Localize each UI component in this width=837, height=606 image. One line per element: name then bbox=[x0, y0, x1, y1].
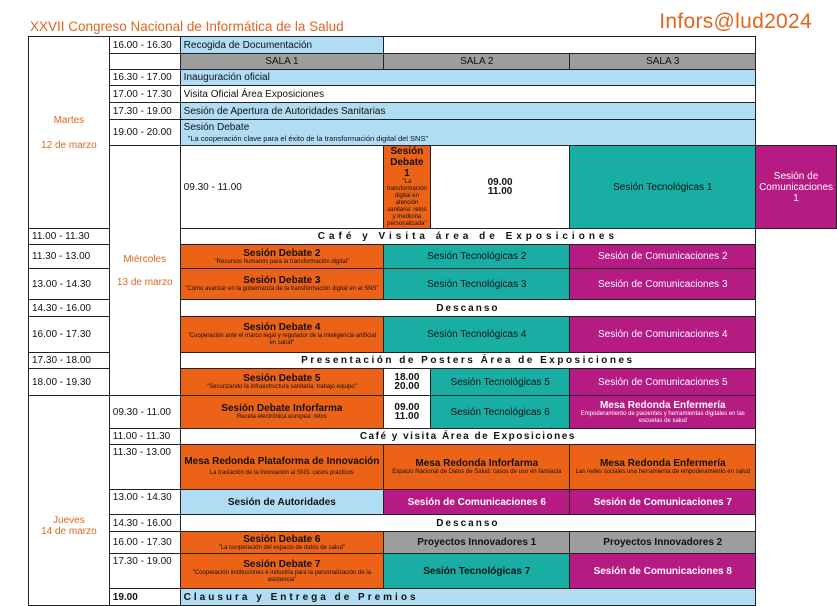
session-subtitle: "Cooperación instituciones e industria para la personalización de la asistencia" bbox=[192, 569, 371, 583]
empty-cell bbox=[384, 37, 756, 54]
session-title: Sesión Debate 6 bbox=[243, 533, 321, 545]
session-subtitle: Espacio Nacional de Datos de Salud: casos de uso en farmacia bbox=[392, 469, 562, 475]
sala-header: SALA 3 bbox=[570, 54, 756, 70]
session-cell: Sesión Tecnológicas 7 bbox=[384, 554, 570, 589]
break-cell: Café y visita Área de Exposiciones bbox=[180, 429, 755, 445]
brand-logo: Infors@lud2024 bbox=[659, 10, 812, 33]
session-cell: Sesión de Comunicaciones 4 bbox=[570, 317, 756, 353]
alt-time-start: 18.00 bbox=[394, 372, 420, 383]
session-cell: Sesión de Comunicaciones 3 bbox=[570, 269, 756, 300]
session-subtitle: Receta electrónica europea: retos bbox=[236, 414, 327, 420]
session-title: Mesa Redonda Enfermería bbox=[599, 399, 726, 411]
session-title: Sesión Debate 2 bbox=[243, 247, 321, 259]
session-title: Mesa Redonda Enfermería bbox=[599, 458, 726, 469]
table-row bbox=[29, 120, 837, 146]
time-slot: 11.00 - 11.30 bbox=[109, 429, 180, 445]
time-slot: 16.00 - 17.30 bbox=[109, 532, 180, 554]
session-cell bbox=[180, 120, 755, 146]
session-cell: Visita Oficial Área Exposiciones bbox=[180, 86, 755, 103]
alt-time-end: 20.00 bbox=[394, 381, 420, 392]
day-date: 12 de marzo bbox=[41, 139, 97, 151]
time-slot: 11.00 - 11.30 bbox=[29, 229, 110, 245]
session-cell: Sesión Tecnológicas 6 bbox=[430, 396, 570, 429]
time-slot: 17.30 - 19.00 bbox=[109, 103, 180, 120]
time-slot: 14.30 - 16.00 bbox=[109, 515, 180, 532]
schedule-table bbox=[28, 36, 837, 606]
sala-header: SALA 2 bbox=[384, 54, 570, 70]
session-subtitle: "La transformación digital en atención sanitaria: retos y medicina personalizada" bbox=[387, 179, 427, 227]
time-slot: 09.30 - 11.00 bbox=[180, 146, 383, 229]
session-subtitle: "Cooperación ante el marco legal y regulador de la inteligencia artificial en salud" bbox=[187, 333, 377, 346]
session-cell bbox=[180, 369, 383, 396]
session-cell: Proyectos Innovadores 2 bbox=[570, 532, 756, 554]
session-subtitle: "La cooperación clave para el éxito de la transformación digital del SNS" bbox=[187, 133, 429, 143]
session-title: Sesión Debate bbox=[183, 121, 250, 133]
day-name: Martes bbox=[53, 114, 85, 126]
session-cell: Sesión de Comunicaciones 8 bbox=[570, 554, 756, 589]
table-row bbox=[29, 103, 837, 120]
session-cell bbox=[180, 445, 383, 490]
session-cell: Sesión de Comunicaciones 7 bbox=[570, 490, 756, 515]
session-title: Sesión Debate 4 bbox=[243, 322, 321, 333]
table-row bbox=[29, 445, 837, 490]
time-slot: 17.30 - 19.00 bbox=[109, 554, 180, 589]
session-subtitle: Las redes sociales una herramienta de empoderamiento en salud bbox=[575, 469, 750, 475]
session-cell bbox=[180, 269, 383, 300]
time-slot: 09.30 - 11.00 bbox=[109, 396, 180, 429]
session-cell bbox=[570, 445, 756, 490]
session-cell bbox=[384, 146, 431, 229]
session-cell bbox=[180, 245, 383, 269]
session-title: Sesión Debate 1 bbox=[390, 146, 424, 179]
table-row bbox=[29, 429, 837, 445]
session-title: Mesa Redonda Inforfarma bbox=[415, 458, 539, 469]
table-row bbox=[29, 70, 837, 86]
session-cell bbox=[384, 445, 570, 490]
session-title: Sesión Debate 3 bbox=[243, 275, 321, 286]
time-slot: 17.30 - 18.00 bbox=[29, 353, 110, 369]
table-row bbox=[29, 515, 837, 532]
time-slot: 16.00 - 16.30 bbox=[109, 37, 180, 54]
session-title: Sesión Debate Inforfarma bbox=[221, 403, 343, 414]
session-title: Mesa Redonda Plataforma de Innovación bbox=[184, 456, 380, 467]
session-subtitle: "La cooperación del espacio de datos de salud" bbox=[218, 544, 346, 551]
day-cell-miercoles bbox=[109, 146, 180, 396]
session-subtitle: "Cómo avanzar en la gobernanza de la transformación digital en el SNS" bbox=[185, 286, 379, 292]
session-cell bbox=[180, 396, 383, 429]
session-cell: Sesión Tecnológicas 2 bbox=[384, 245, 570, 269]
session-cell: Sesión Tecnológicas 5 bbox=[430, 369, 570, 396]
alt-time-end: 11.00 bbox=[394, 411, 420, 422]
session-cell: Sesión de Comunicaciones 5 bbox=[570, 369, 756, 396]
break-cell: Café y Visita área de Exposiciones bbox=[180, 229, 755, 245]
session-title: Sesión Debate 7 bbox=[243, 558, 321, 570]
session-cell: Sesión de Comunicaciones 1 bbox=[756, 146, 837, 229]
table-row bbox=[29, 554, 837, 589]
alt-time-cell bbox=[384, 396, 431, 429]
session-cell: Sesión de Autoridades bbox=[180, 490, 383, 515]
session-cell: Sesión de Apertura de Autoridades Sanitarias bbox=[180, 103, 755, 120]
day-date: 14 de marzo bbox=[41, 525, 97, 537]
session-cell: Sesión Tecnológicas 1 bbox=[570, 146, 756, 229]
table-row bbox=[29, 532, 837, 554]
time-slot: 19.00 bbox=[109, 589, 180, 606]
table-row bbox=[29, 146, 837, 229]
table-row bbox=[29, 54, 837, 70]
session-cell bbox=[180, 532, 383, 554]
table-row bbox=[29, 396, 837, 429]
alt-time-end: 11.00 bbox=[487, 186, 513, 197]
session-cell: Inauguración oficial bbox=[180, 70, 755, 86]
break-cell: Descanso bbox=[180, 300, 755, 317]
time-slot: 14.30 - 16.00 bbox=[29, 300, 110, 317]
alt-time-cell bbox=[430, 146, 570, 229]
day-name: Miércoles bbox=[123, 253, 167, 265]
session-subtitle: "Securizando la infraestructura sanitaria: trabajo equipo" bbox=[207, 384, 357, 390]
table-row bbox=[29, 86, 837, 103]
time-slot: 16.00 - 17.30 bbox=[29, 317, 110, 353]
session-cell: Sesión Tecnológicas 4 bbox=[384, 317, 570, 353]
time-slot: 13.00 - 14.30 bbox=[29, 269, 110, 300]
alt-time-cell bbox=[384, 369, 431, 396]
session-subtitle: "Recursos humanos para la transformación digital" bbox=[214, 258, 350, 265]
session-cell: Recogida de Documentación bbox=[180, 37, 383, 54]
table-row bbox=[29, 589, 837, 606]
session-cell: Sesión Tecnológicas 3 bbox=[384, 269, 570, 300]
session-title: Sesión Debate 5 bbox=[243, 373, 321, 384]
session-cell bbox=[180, 554, 383, 589]
sala-header: SALA 1 bbox=[180, 54, 383, 70]
day-cell-jueves bbox=[29, 396, 110, 606]
closing-cell: Clausura y Entrega de Premios bbox=[180, 589, 755, 606]
break-cell: Descanso bbox=[180, 515, 755, 532]
time-slot: 13.00 - 14.30 bbox=[109, 490, 180, 515]
day-name: Jueves bbox=[53, 514, 85, 526]
time-slot bbox=[109, 54, 180, 70]
session-subtitle: Empoderamiento de pacientes y herramientas digitales en las escuelas de salud bbox=[580, 410, 745, 424]
time-slot: 19.00 - 20.00 bbox=[109, 120, 180, 146]
table-row bbox=[29, 490, 837, 515]
day-cell-martes bbox=[29, 37, 110, 229]
session-cell bbox=[180, 317, 383, 353]
time-slot: 16.30 - 17.00 bbox=[109, 70, 180, 86]
time-slot: 11.30 - 13.00 bbox=[29, 245, 110, 269]
congress-title: XXVII Congreso Nacional de Informática de la Salud bbox=[30, 19, 344, 34]
time-slot: 11.30 - 13.00 bbox=[109, 445, 180, 490]
time-slot: 18.00 - 19.30 bbox=[29, 369, 110, 396]
session-cell: Sesión de Comunicaciones 2 bbox=[570, 245, 756, 269]
session-cell bbox=[570, 396, 756, 429]
alt-time-start: 09.00 bbox=[394, 402, 420, 413]
alt-time-start: 09.00 bbox=[487, 177, 513, 188]
session-subtitle: La traslación de la innovación al SNS: casos prácticos bbox=[209, 470, 354, 476]
day-date: 13 de marzo bbox=[116, 276, 173, 288]
break-cell: Presentación de Posters Área de Exposiciones bbox=[180, 353, 755, 369]
session-cell: Proyectos Innovadores 1 bbox=[384, 532, 570, 554]
table-row bbox=[29, 37, 837, 54]
time-slot: 17.00 - 17.30 bbox=[109, 86, 180, 103]
session-cell: Sesión de Comunicaciones 6 bbox=[384, 490, 570, 515]
